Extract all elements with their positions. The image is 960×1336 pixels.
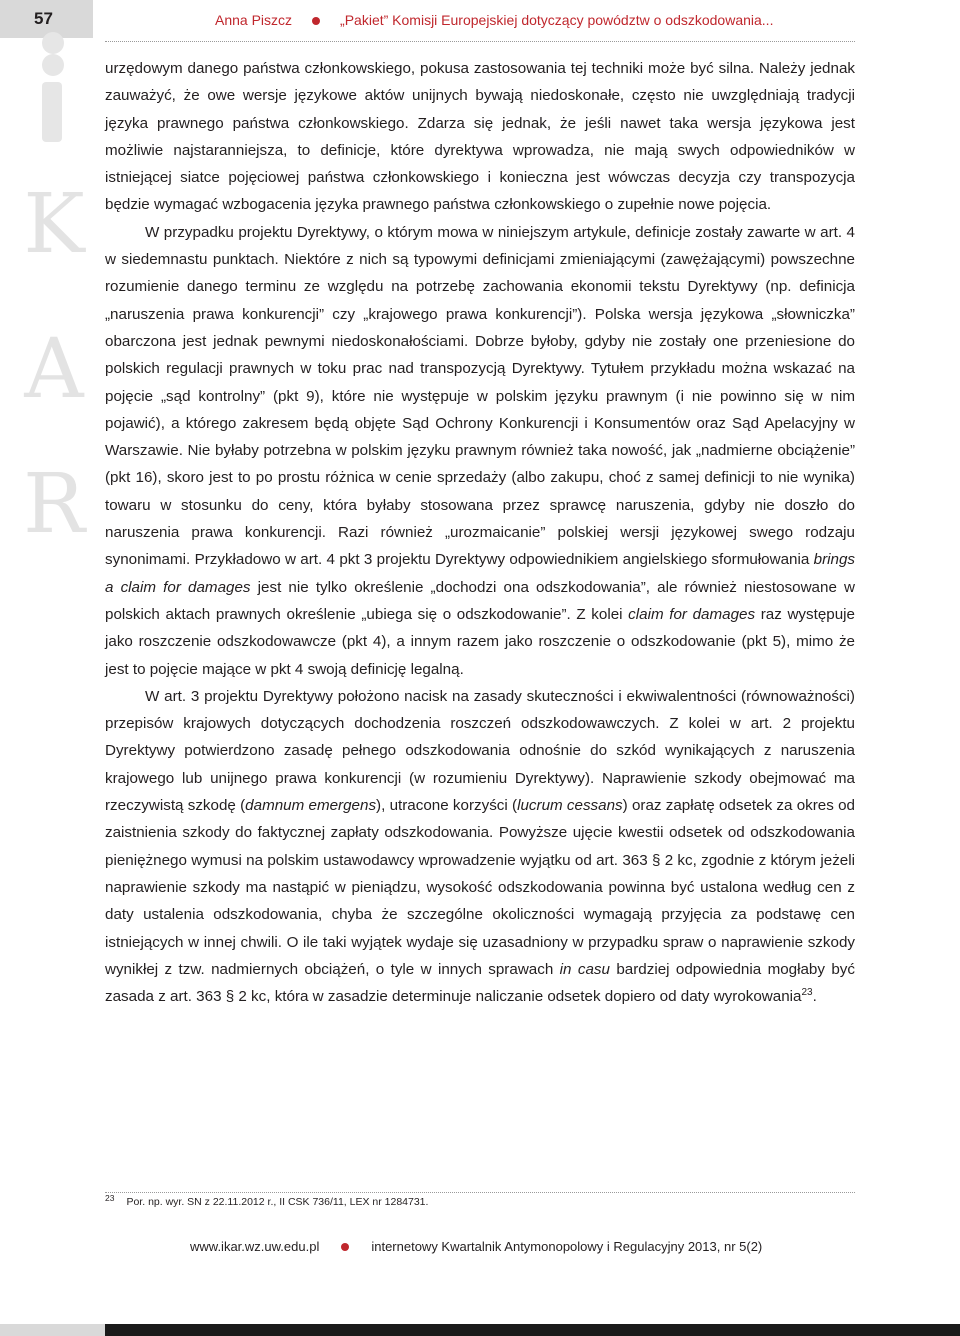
logo-dot-icon (42, 82, 62, 142)
running-footer (190, 1239, 762, 1254)
article-body (105, 55, 855, 1010)
logo-letter-a: A (24, 322, 84, 417)
paragraph-3: W art. 3 projektu Dyrektywy położono nacisk na zasady skuteczności i ekwiwalentności (równoważności) przepisów krajowych dotyczących dochodzenia roszczeń odszkodowawczych. Z kolei w art. 2 projektu Dyrektywy potwierdzono zasadę pełnego odszkodowania odnośnie do szkód wynikających z naruszenia krajowego lub unijnego prawa konkurencji (w rozumieniu Dyrektywy). Naprawienie szkody obejmować ma rzeczywistą szkodę (damnum emergens), utracone korzyści (lucrum cessans) oraz zapłatę odsetek za okres od zaistnienia szkody do faktycznej zapłaty odszkodowania. Powyższe ujęcie kwestii odsetek od odszkodowania pieniężnego wymusi na polskim ustawodawcy wprowadzenie wyjątku od art. 363 § 2 kc, zgodnie z którym jeżeli naprawienie szkody ma nastąpić w pieniądzu, wysokość odszkodowania powinna być ustalona według cen z daty ustalenia odszkodowania, chyba że szczególne okoliczności wymagają przyjęcia za podstawę cen istniejących w innej chwili. O ile taki wyjątek wydaje się uzasadniony w przypadku spraw o naprawienie szkody wynikłej z tzw. nadmiernych obciążeń, o tyle w innych sprawach in casu bardziej odpowiednia mogłaby być zasada z art. 363 § 2 kc, która w zasadzie determinuje naliczanie odsetek dopiero od daty wyrokowania$^{23}$. (105, 687, 855, 1006)
footer-bar-left (0, 1324, 105, 1336)
logo-dot-icon (42, 32, 64, 54)
paragraph-1: urzędowym danego państwa członkowskiego, pokusa zastosowania tej techniki może być silna. Należy jednak zauważyć, że owe wersje językowe aktów unijnych bywają niedoskonałe, często nie uwzględniają tradycji języka prawnego państwa członkowskiego. Zdarza się jednak, że jeśli nawet taka wersja językowa jest możliwie najstaranniejsza, to definicje, które dyrektywa wprowadza, nie mają swych odpowiedników w istniejącej siatce pojęciowej państwa członkowskiego i konieczna jest wówczas decyzja czy transpozycja będzie wymagać wzbogacenia języka prawnego państwa członkowskiego o zupełnie nowe pojęcia. (105, 60, 855, 214)
footnote-text: Por. np. wyr. SN z 22.11.2012 r., II CSK 736/11, LEX nr 1284731. (126, 1196, 429, 1208)
ikar-logo (8, 32, 100, 552)
footer-url[interactable]: www.ikar.wz.uw.edu.pl (190, 1239, 320, 1254)
header-divider (105, 41, 855, 42)
logo-letter-k: K (23, 177, 85, 272)
logo-dot-icon (42, 54, 64, 76)
footnote (105, 1193, 429, 1208)
footer-journal: internetowy Kwartalnik Antymonopolowy i Regulacyjny 2013, nr 5(2) (371, 1239, 763, 1254)
paragraph-2: W przypadku projektu Dyrektywy, o którym mowa w niniejszym artykule, definicje zostały zawarte w art. 4 w siedemnastu punktach. Niektóre z nich są typowymi definicjami zmieniającymi (zawężającymi) powszechne rozumienie danego terminu ze względu na potrzebę zachowania ekonomii tekstu Dyrektywy (np. definicja „naruszenia prawa konkurencji” czy „krajowego prawa konkurencji”). Polska wersja językowa „słowniczka” obarczona jest jednak pewnymi niedoskonałościami. Dobrze byłoby, gdyby nie zostały one przeniesione do polskich regulacji prawnych w toku prac nad transpozycją Dyrektywy. Tytułem przykładu można wskazać na pojęcie „sąd kontrolny” (pkt 9), które nie występuje w polskim języku prawnym (i nie powinno się w nim pojawić), a którego zakresem będą objęte Sąd Ochrony Konkurencji i Konsumentów oraz Sąd Apelacyjny w Warszawie. Nie byłaby potrzebna w polskim języku prawnym również taka nowość, jak „nadmierne obciążenie” (pkt 16), skoro jest to po prostu różnica w cenie sprzedaży (albo zakupu, choć z samej definicji to nie wynika) towaru w stosunku do ceny, która byłaby stosowana przez sprawcę naruszenia, gdyby nie doszło do naruszenia prawa konkurencji. Razi również „urozmaicanie” polskiej wersji językowej swego rodzaju synonimami. Przykładowo w art. 4 pkt 3 projektu Dyrektywy odpowiednikiem angielskiego sformułowania brings a claim for damages jest nie tylko określenie „dochodzi ona odszkodowania”, ale również niestosowane w polskich aktach prawnych określenie „ubiega się o odszkodowanie”. Z kolei claim for damages raz występuje jako roszczenie odszkodowawcze (pkt 4), a innym razem jako roszczenie o odszkodowanie (pkt 5), mimo że jest to pojęcie mające w pkt 4 swoją definicję legalną. (105, 223, 855, 678)
page-number: 57 (34, 9, 53, 28)
header-title: „Pakiet” Komisji Europejskiej dotyczący powództw o odszkodowania... (340, 12, 774, 28)
logo-letter-r: R (23, 457, 85, 552)
header-author: Anna Piszcz (215, 12, 293, 28)
footnote-number: 23 (105, 1193, 115, 1203)
bullet-dot-icon (341, 1243, 349, 1251)
running-header (215, 12, 773, 28)
bullet-dot-icon (312, 17, 320, 25)
footnote-divider (105, 1192, 855, 1193)
footnote-reference[interactable]: 23 (801, 987, 813, 999)
footer-bar-right (105, 1324, 960, 1336)
